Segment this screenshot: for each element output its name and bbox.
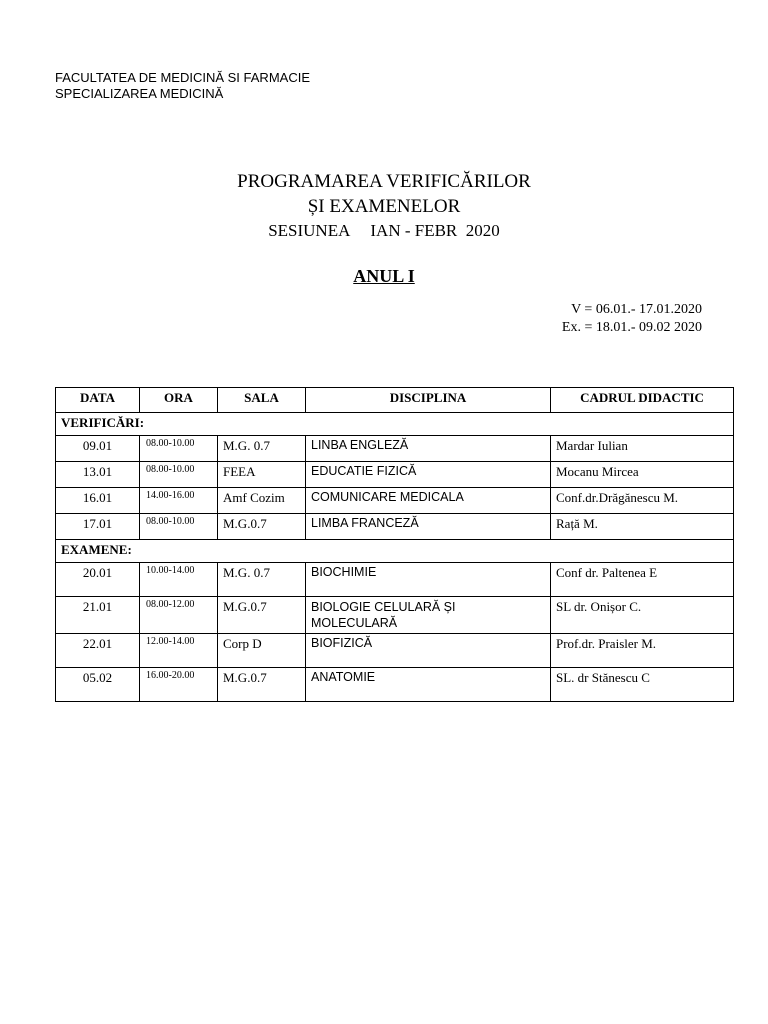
section-row-verificari	[56, 413, 734, 436]
table-header-row	[56, 388, 734, 413]
table-row	[56, 668, 734, 702]
cell-ora: 16.00-20.00	[140, 668, 218, 702]
session-value: IAN - FEBR 2020	[370, 221, 500, 240]
table-row	[56, 488, 734, 514]
cell-ora: 08.00-10.00	[140, 514, 218, 540]
cell-ora: 08.00-10.00	[140, 436, 218, 462]
document-title-line2: ȘI EXAMENELOR	[307, 196, 461, 217]
cell-disciplina: EDUCATIE FIZICĂ	[306, 462, 551, 488]
cell-data: 17.01	[56, 514, 140, 540]
table-row	[56, 563, 734, 597]
cell-sala: FEEA	[218, 462, 306, 488]
cell-ora: 14.00-16.00	[140, 488, 218, 514]
period-examene: Ex. = 18.01.- 09.02 2020	[561, 320, 702, 335]
cell-cadru: Rață M.	[551, 514, 734, 540]
year-heading: ANUL I	[353, 266, 415, 286]
header-cadru: CADRUL DIDACTIC	[551, 388, 734, 413]
cell-sala: M.G.0.7	[218, 514, 306, 540]
table-row	[56, 462, 734, 488]
cell-sala: M.G.0.7	[218, 668, 306, 702]
cell-disciplina: LIMBA FRANCEZĂ	[306, 514, 551, 540]
cell-sala: M.G. 0.7	[218, 563, 306, 597]
cell-disciplina: BIOLOGIE CELULARĂ ȘI MOLECULARĂ	[306, 597, 551, 634]
faculty-name: FACULTATEA DE MEDICINĂ SI FARMACIE	[55, 70, 310, 85]
table-row	[56, 597, 734, 634]
cell-data: 21.01	[56, 597, 140, 634]
section-label-verificari: VERIFICĂRI:	[56, 413, 734, 436]
cell-cadru: Prof.dr. Praisler M.	[551, 634, 734, 668]
cell-disciplina: ANATOMIE	[306, 668, 551, 702]
cell-sala: M.G.0.7	[218, 597, 306, 634]
cell-sala: Amf Cozim	[218, 488, 306, 514]
cell-cadru: Conf dr. Paltenea E	[551, 563, 734, 597]
table-row	[56, 634, 734, 668]
header-disciplina: DISCIPLINA	[306, 388, 551, 413]
cell-data: 20.01	[56, 563, 140, 597]
cell-ora: 08.00-10.00	[140, 462, 218, 488]
cell-data: 16.01	[56, 488, 140, 514]
section-label-examene: EXAMENE:	[56, 540, 734, 563]
table-row	[56, 514, 734, 540]
header-ora: ORA	[140, 388, 218, 413]
session-label: SESIUNEA	[268, 221, 351, 240]
cell-data: 09.01	[56, 436, 140, 462]
table-row	[56, 436, 734, 462]
cell-ora: 12.00-14.00	[140, 634, 218, 668]
cell-disciplina: LINBA ENGLEZĂ	[306, 436, 551, 462]
cell-cadru: Mardar Iulian	[551, 436, 734, 462]
document-title-line1: PROGRAMAREA VERIFICĂRILOR	[237, 171, 531, 192]
section-row-examene	[56, 540, 734, 563]
session-line	[0, 221, 768, 241]
cell-data: 13.01	[56, 462, 140, 488]
cell-sala: Corp D	[218, 634, 306, 668]
period-verificari: V = 06.01.- 17.01.2020	[571, 302, 702, 317]
schedule-table	[55, 387, 734, 702]
cell-disciplina: COMUNICARE MEDICALA	[306, 488, 551, 514]
cell-disciplina: BIOFIZICĂ	[306, 634, 551, 668]
cell-ora: 08.00-12.00	[140, 597, 218, 634]
header-sala: SALA	[218, 388, 306, 413]
cell-ora: 10.00-14.00	[140, 563, 218, 597]
specialization-name: SPECIALIZAREA MEDICINĂ	[55, 86, 224, 101]
cell-cadru: SL. dr Stănescu C	[551, 668, 734, 702]
cell-cadru: Mocanu Mircea	[551, 462, 734, 488]
cell-cadru: SL dr. Onișor C.	[551, 597, 734, 634]
cell-cadru: Conf.dr.Drăgănescu M.	[551, 488, 734, 514]
cell-disciplina: BIOCHIMIE	[306, 563, 551, 597]
header-data: DATA	[56, 388, 140, 413]
cell-data: 22.01	[56, 634, 140, 668]
cell-sala: M.G. 0.7	[218, 436, 306, 462]
cell-data: 05.02	[56, 668, 140, 702]
